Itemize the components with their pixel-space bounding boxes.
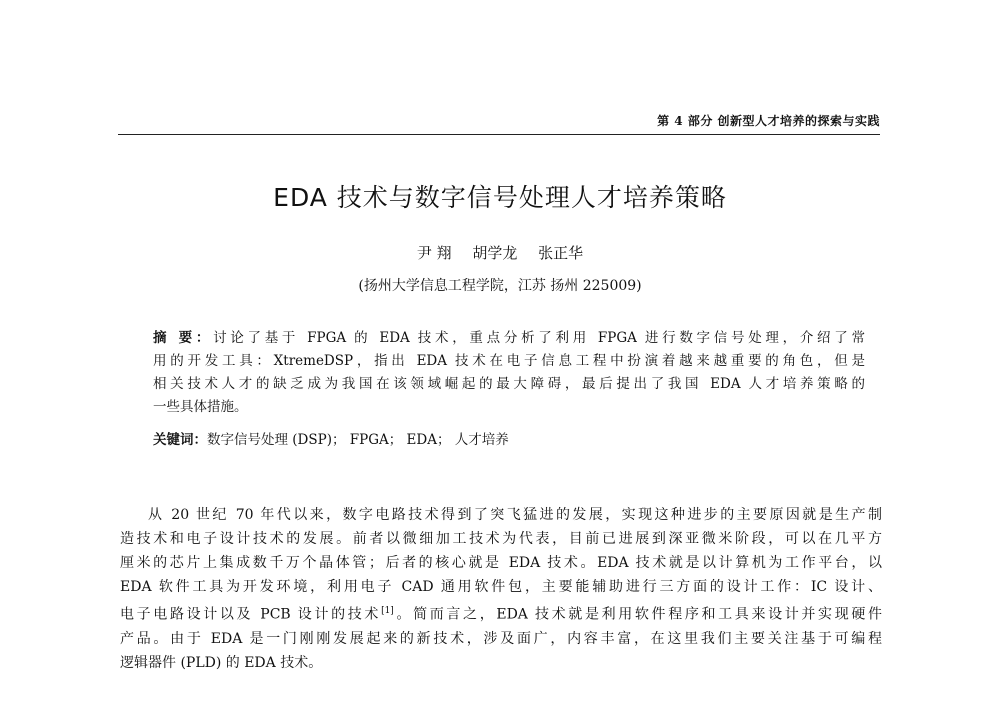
citation-marker[interactable]: [1] [381, 606, 394, 616]
author-name: 尹 翔 [416, 244, 452, 262]
body-line [120, 599, 882, 627]
author-name: 张正华 [538, 244, 584, 262]
abstract-line: 一些具体措施。 [153, 399, 248, 415]
abstract [153, 327, 865, 419]
keywords-label: 关键词： [153, 432, 207, 448]
body-text-segment: 电子电路设计以及 PCB 设计的技术 [120, 606, 382, 623]
keywords-text: 数字信号处理 (DSP)； FPGA； EDA； 人才培养 [207, 432, 509, 448]
body-line: EDA 软件工具为开发环境，利用电子 CAD 通用软件包，主要能辅助进行三方面的设计工作：IC 设计、 [120, 579, 882, 595]
paper-title: EDA 技术与数字信号处理人才培养策略 [273, 183, 727, 212]
abstract-text: 讨论了基于 FPGA 的 EDA 技术，重点分析了利用 FPGA 进行数字信号处理，介绍了常 [213, 330, 865, 346]
body-text-segment: 。简而言之，EDA 技术就是利用软件程序和工具来设计并实现硬件 [393, 606, 882, 623]
body-line: 逻辑器件 (PLD) 的 EDA 技术。 [120, 654, 323, 671]
body-line: 造技术和电子设计技术的发展。前者以微细加工技术为代表，目前已进展到深亚微米阶段，可以在几平方 [120, 531, 882, 547]
body-line: 厘米的芯片上集成数千万个晶体管；后者的核心就是 EDA 技术。EDA 技术就是以计算机为工作平台，以 [120, 555, 882, 571]
abstract-line: 用的开发工具：XtremeDSP，指出 EDA 技术在电子信息工程中扮演着越来越重要的角色，但是 [153, 353, 865, 369]
affiliation: (扬州大学信息工程学院，江苏 扬州 225009) [358, 278, 642, 294]
abstract-label: 摘 要： [153, 330, 214, 346]
abstract-line [153, 327, 865, 350]
author-name: 胡学龙 [472, 244, 518, 262]
body-paragraph [120, 503, 882, 675]
body-line: 从 20 世纪 70 年代以来，数字电路技术得到了突飞猛进的发展，实现这种进步的主要原因就是生产制 [148, 507, 882, 523]
running-header: 第 4 部分 创新型人才培养的探索与实践 [657, 114, 880, 128]
body-line: 产品。由于 EDA 是一门刚刚发展起来的新技术，涉及面广，内容丰富，在这里我们主要关注基于可编程 [120, 630, 882, 647]
abstract-line: 相关技术人才的缺乏成为我国在该领域崛起的最大障碍，最后提出了我国 EDA 人才培养策略的 [153, 376, 865, 392]
keywords [153, 428, 509, 448]
author-list [0, 242, 1000, 263]
header-rule [118, 134, 880, 135]
